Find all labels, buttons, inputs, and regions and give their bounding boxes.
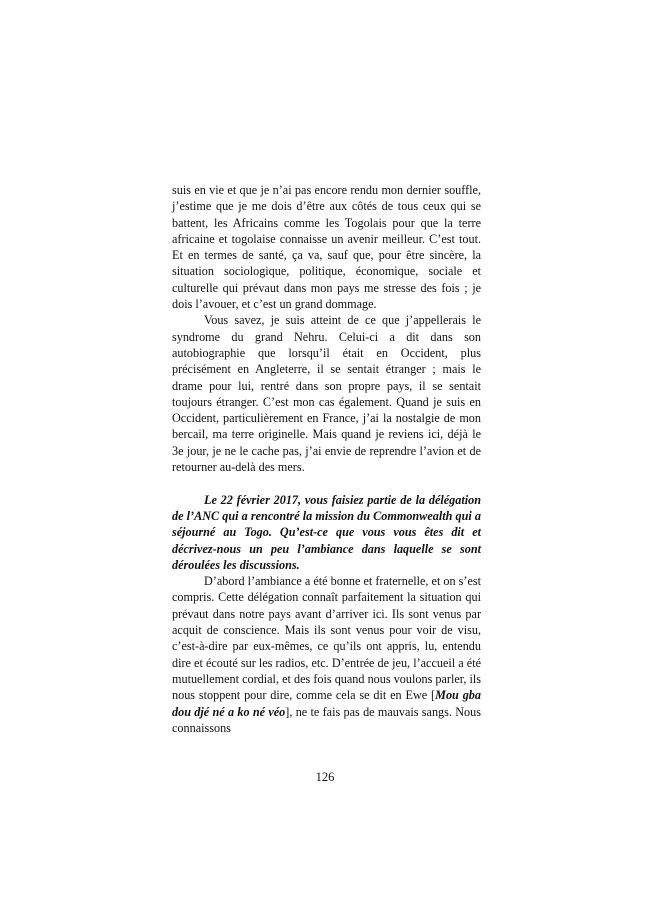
paragraph-1: suis en vie et que je n’ai pas encore rendu mon dernier souffle, j’estime que je me dois d’être aux côtés de tous ceux qui se battent, les Africains comme les Togolais pour que la terre africaine et togolaise connaisse un avenir meilleur. C’est tout. Et en termes de santé, ça va, sauf que, pour être sincère, la situation sociologique, politique, économique, sociale et culturelle qui prévaut dans mon pays me stresse des fois ; je dois l’avouer, et c’est un grand dommage.: [172, 183, 481, 312]
ewe-expression: Mou gba dou djé né a ko né véo: [172, 688, 481, 719]
paragraph-3-text: D’abord l’ambiance a été bonne et fraternelle, et on s’est compris. Cette délégation connaît parfaitement la situation qui prévaut dans notre pays avant d’arriver ici. Ils sont venus par acquit de conscience. Mais ils sont venus pour voir de visu, c’est-à-dire par eux-mêmes, ce qu’ils ont appris, lu, entendu dire et écouté sur les radios, etc. D’entrée de jeu, l’accueil a été mutuellement cordial, et des fois quand nous voulons parler, ils nous stoppent pour dire, comme cela se dit en Ewe [: [172, 574, 481, 703]
paragraph-3: [172, 573, 481, 736]
paragraph-3-continuation: ], ne te fais pas de mauvais sangs. Nous connaissons: [172, 704, 481, 735]
paragraph-2: Vous savez, je suis atteint de ce que j’appellerais le syndrome du grand Nehru. Celui-ci a dit dans son autobiographie que lorsqu’il était en Occident, plus précisément en Angleterre, il se sentait étranger ; mais le drame pour lui, rentré dans son propre pays, il se sentait toujours étranger. C’est mon cas également. Quand je suis en Occident, particulièrement en France, j’ai la nostalgie de mon bercail, ma terre originelle. Mais quand je reviens ici, déjà le 3e jour, je ne le cache pas, j’ai envie de reprendre l’avion et de retourner au-delà des mers.: [172, 313, 481, 475]
page-number: 126: [315, 770, 335, 784]
interview-question: Le 22 février 2017, vous faisiez partie de la délégation de l’ANC qui a rencontré la mission du Commonwealth qui a séjourné au Togo. Qu’est-ce que vous vous êtes dit et décrivez-nous un peu l’ambiance dans laquelle se sont déroulées les discussions.: [172, 492, 481, 572]
page-body: [172, 182, 481, 736]
